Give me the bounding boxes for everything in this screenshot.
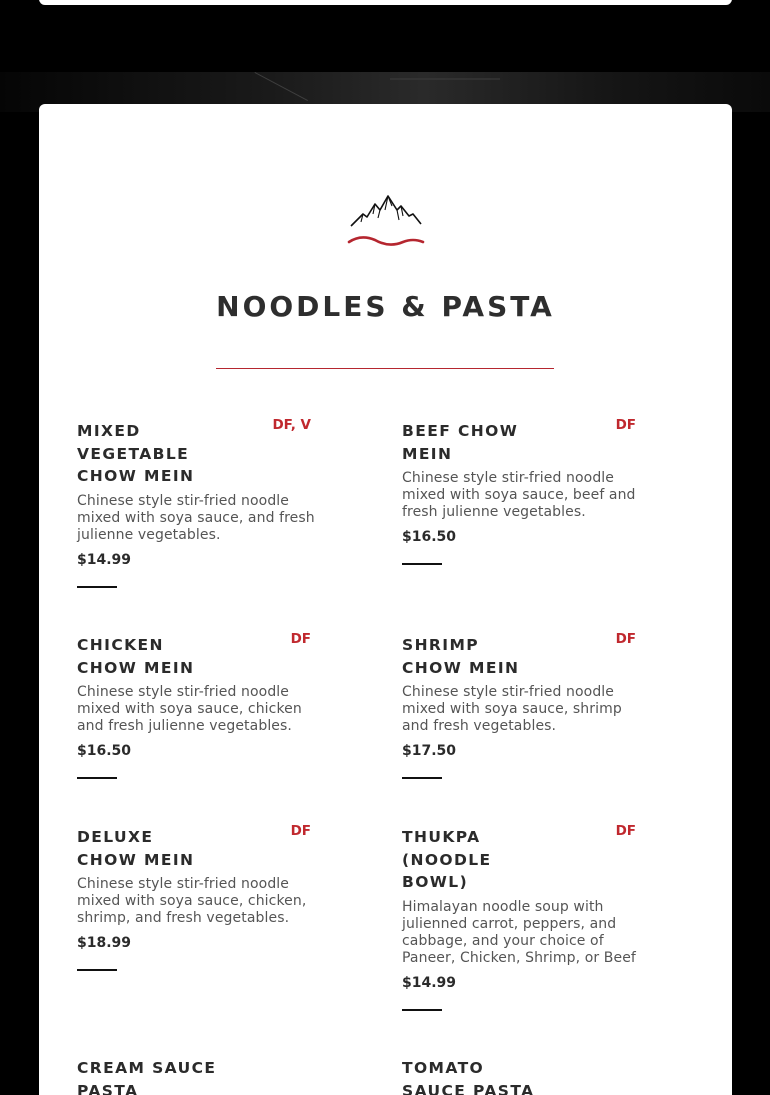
menu-item-description: Chinese style stir-fried noodle mixed with soya sauce, beef and fresh julienne vegetables.	[402, 470, 636, 520]
menu-item	[402, 1057, 644, 1095]
mountain-logo-icon	[347, 192, 425, 250]
menu-item-description: Himalayan noodle soup with julienned carrot, peppers, and cabbage, and your choice of Paneer, Chicken, Shrimp, or Beef	[402, 898, 636, 966]
item-divider	[77, 586, 117, 588]
menu-item	[402, 631, 644, 779]
item-divider	[402, 1009, 442, 1011]
menu-item	[77, 1057, 319, 1095]
menu-item-name: BEEF CHOW MEIN	[402, 422, 519, 463]
item-divider	[402, 777, 442, 779]
menu-item-price: $16.50	[77, 743, 132, 759]
dietary-tags: DF, V	[272, 417, 311, 433]
previous-section-card	[39, 0, 732, 5]
menu-item-price: $18.99	[77, 935, 132, 951]
dietary-tags: DF	[290, 631, 311, 647]
menu-item-name: THUKPA (NOODLE BOWL)	[402, 828, 492, 891]
menu-item-description: Chinese style stir-fried noodle mixed with soya sauce, chicken and fresh julienne vegetables.	[77, 684, 302, 734]
menu-item	[402, 823, 644, 1011]
menu-item	[77, 417, 319, 588]
menu-item-name: CHICKEN CHOW MEIN	[77, 636, 195, 677]
menu-item	[77, 631, 319, 779]
menu-item-name: TOMATO SAUCE PASTA	[402, 1059, 535, 1095]
section-title: NOODLES & PASTA	[216, 290, 555, 323]
menu-item-name: SHRIMP CHOW MEIN	[402, 636, 520, 677]
menu-item-price: $14.99	[77, 551, 132, 568]
menu-item	[77, 823, 319, 971]
dietary-tags: DF	[290, 823, 311, 839]
menu-item-name: MIXED VEGETABLE CHOW MEIN	[77, 422, 195, 485]
item-divider	[402, 563, 442, 565]
item-divider	[77, 777, 117, 779]
menu-section-card	[39, 104, 732, 1095]
menu-item-description: Chinese style stir-fried noodle mixed with soya sauce, chicken, shrimp, and fresh vegetables.	[77, 876, 307, 926]
item-divider	[77, 969, 117, 971]
dietary-tags: DF	[615, 417, 636, 433]
title-divider	[216, 368, 554, 369]
menu-item-price: $14.99	[402, 974, 457, 991]
menu-item-name: CREAM SAUCE PASTA	[77, 1059, 217, 1095]
menu-item-price: $16.50	[402, 529, 457, 545]
dietary-tags: DF	[615, 631, 636, 647]
menu-item-price: $17.50	[402, 743, 457, 759]
menu-item-name: DELUXE CHOW MEIN	[77, 828, 195, 869]
menu-item-description: Chinese style stir-fried noodle mixed with soya sauce, shrimp and fresh vegetables.	[402, 684, 622, 734]
dietary-tags: DF	[615, 823, 636, 839]
menu-item	[402, 417, 644, 565]
menu-item-description: Chinese style stir-fried noodle mixed with soya sauce, and fresh julienne vegetables.	[77, 492, 315, 543]
